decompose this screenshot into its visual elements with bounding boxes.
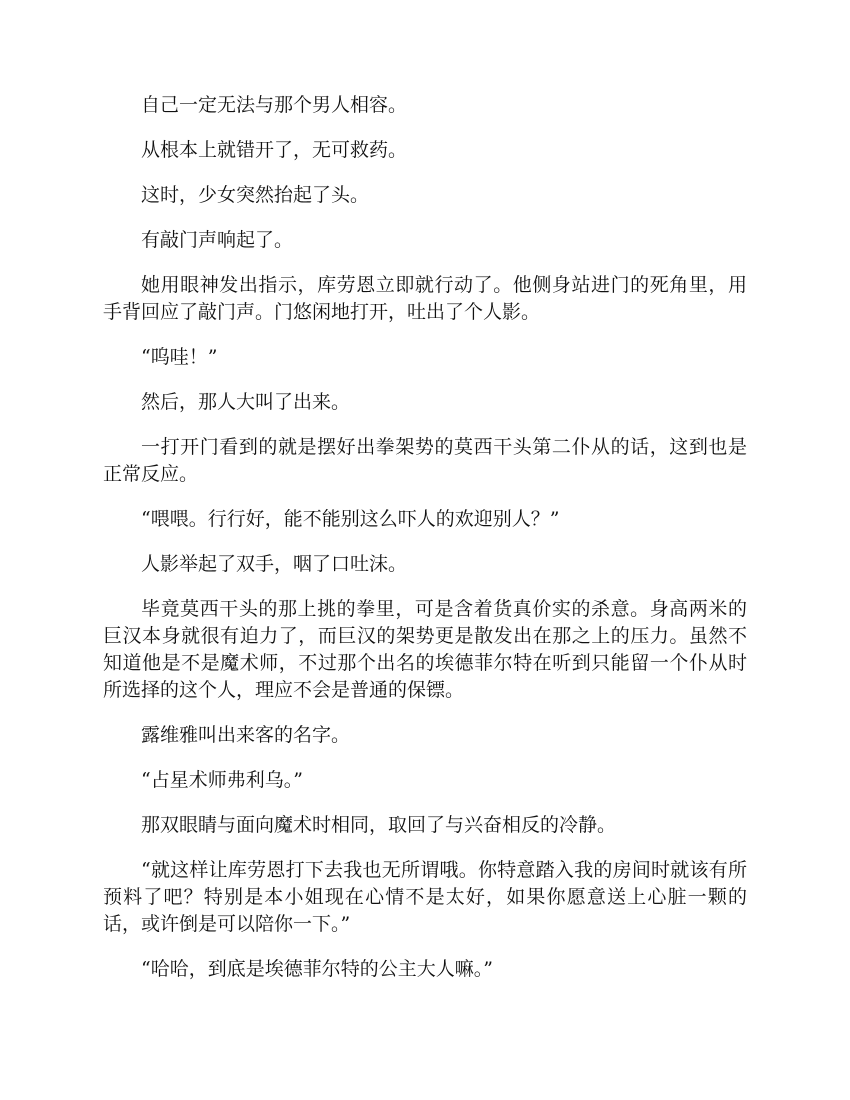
paragraph: “呜哇！”: [141, 346, 218, 368]
paragraph: 自己一定无法与那个男人相容。: [141, 94, 408, 116]
paragraph: 那双眼睛与面向魔术时相同，取回了与兴奋相反的冷静。: [141, 814, 617, 836]
paragraph: “就这样让库劳恩打下去我也无所谓哦。你特意踏入我的房间时就该有所预料了吧？特别是本小姐现在心情不是太好，如果你愿意送上心脏一颗的话，或许倒是可以陪你一下。”: [103, 859, 747, 935]
paragraph: 从根本上就错开了，无可救药。: [141, 139, 408, 161]
paragraph: 她用眼神发出指示，库劳恩立即就行动了。他侧身站进门的死角里，用手背回应了敲门声。门悠闲地打开，吐出了个人影。: [103, 274, 747, 323]
paragraph: 毕竟莫西干头的那上挑的拳里，可是含着货真价实的杀意。身高两米的巨汉本身就很有迫力了，而巨汉的架势更是散发出在那之上的压力。虽然不知道他是不是魔术师，不过那个出名的埃德菲尔特在听到只能留一个仆从时所选择的这个人，理应不会是普通的保镖。: [103, 598, 747, 701]
paragraph: 一打开门看到的就是摆好出拳架势的莫西干头第二仆从的话，这到也是正常反应。: [103, 436, 747, 485]
paragraph: 然后，那人大叫了出来。: [141, 391, 351, 413]
paragraph: “占星术师弗利乌。”: [141, 769, 303, 791]
paragraph: 人影举起了双手，咽了口吐沫。: [141, 553, 408, 575]
document-page: [103, 92, 747, 1001]
paragraph: 露维雅叫出来客的名字。: [141, 724, 351, 746]
paragraph: “哈哈，到底是埃德菲尔特的公主大人嘛。”: [141, 958, 493, 980]
paragraph: “喂喂。行行好，能不能别这么吓人的欢迎别人？”: [141, 508, 560, 530]
paragraph: 有敲门声响起了。: [141, 229, 294, 251]
paragraph: 这时，少女突然抬起了头。: [141, 184, 370, 206]
